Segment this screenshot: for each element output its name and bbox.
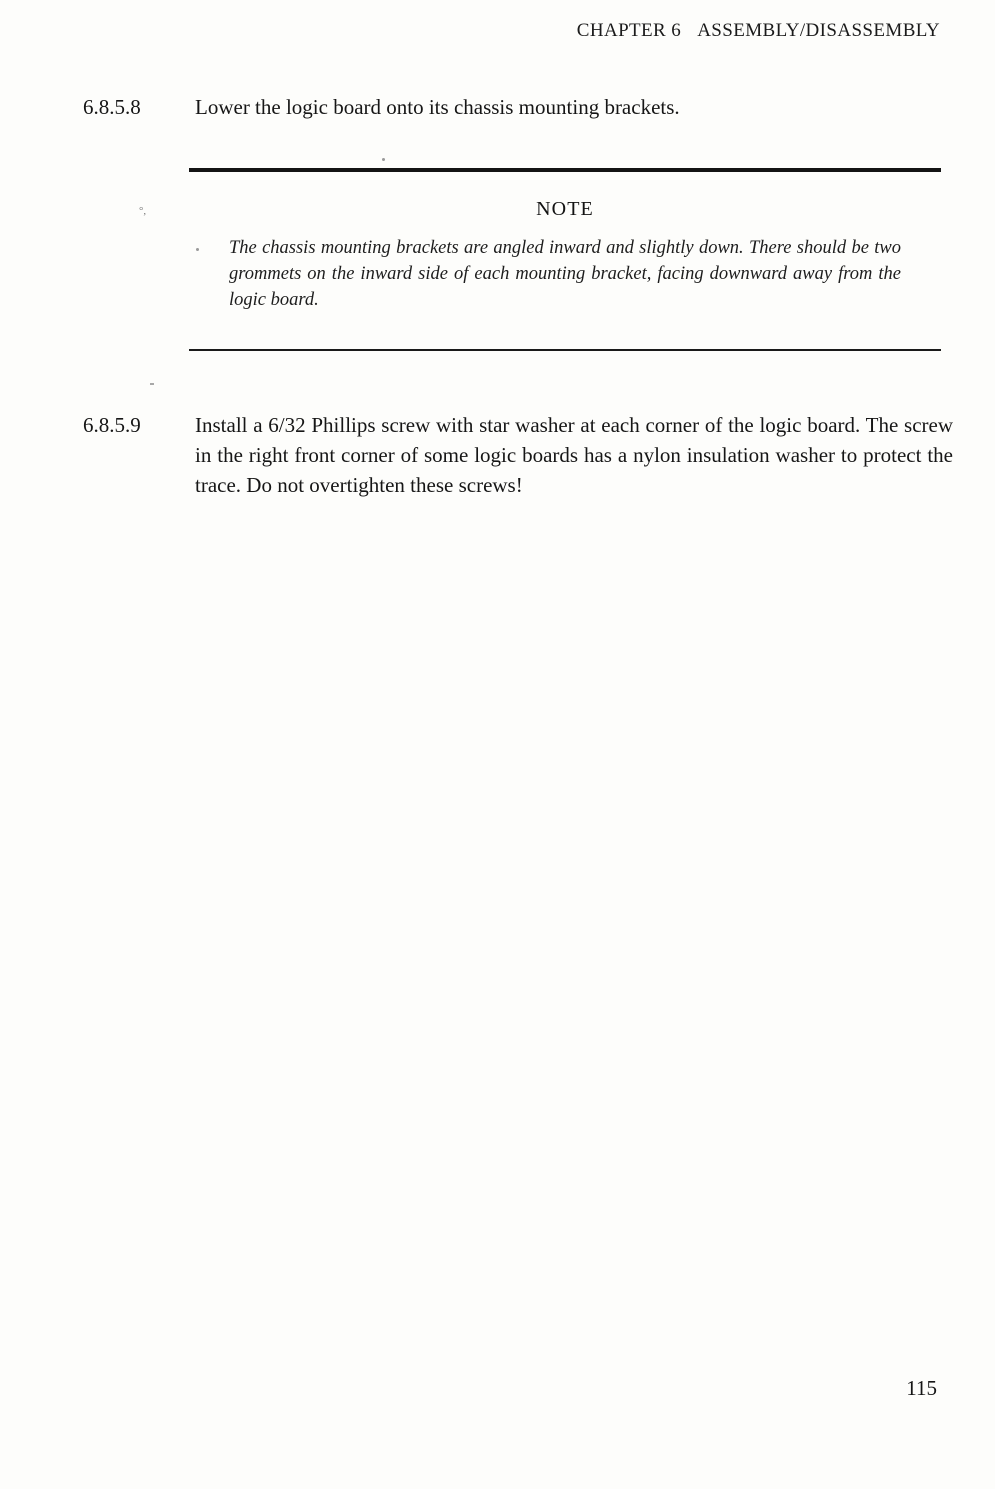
running-head [577, 20, 940, 42]
note-bottom-rule [189, 349, 941, 351]
step-number: 6.8.5.9 [83, 413, 141, 437]
margin-artifact-mark: °, [139, 205, 147, 217]
scan-speck-icon [382, 158, 385, 161]
running-head-title: ASSEMBLY/DISASSEMBLY [697, 20, 940, 41]
note-top-rule [189, 168, 941, 172]
step-6-8-5-8 [83, 92, 943, 122]
scan-speck-icon [150, 383, 154, 385]
running-head-chapter: CHAPTER 6 [576, 20, 682, 41]
step-number: 6.8.5.8 [83, 95, 141, 119]
step-6-8-5-9 [83, 410, 953, 500]
note-title: NOTE [536, 198, 594, 220]
step-text: Install a 6/32 Phillips screw with star washer at each corner of the logic board. The screw in the right front corner of some logic boards has a nylon insulation washer to protect the trace. Do not overtighten these screws! [195, 413, 953, 497]
note-callout [189, 168, 941, 351]
step-text: Lower the logic board onto its chassis mounting brackets. [195, 95, 680, 119]
page-number: 115 [906, 1376, 937, 1400]
note-body: The chassis mounting brackets are angled inward and slightly down. There should be two grommets on the inward side of each mounting bracket, facing downward away from the logic board. [229, 238, 901, 310]
scan-speck-icon [196, 248, 199, 251]
